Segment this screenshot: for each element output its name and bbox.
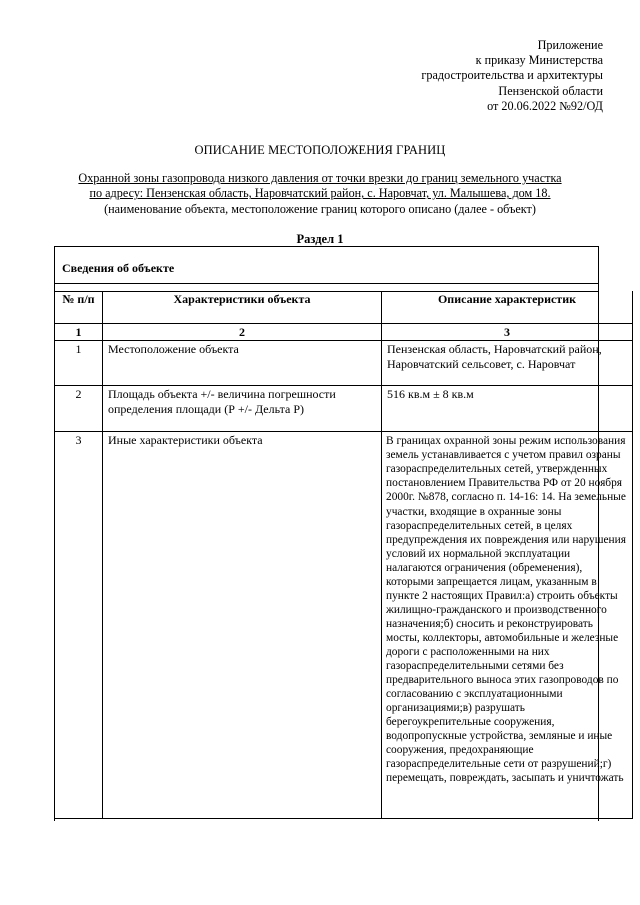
row-characteristic: Площадь объекта +/- величина погрешности определения площади (Р +/- Дельта Р) bbox=[103, 386, 382, 432]
table-row bbox=[55, 432, 633, 819]
table-row bbox=[55, 341, 633, 386]
row-number: 3 bbox=[55, 432, 103, 819]
row-characteristic: Местоположение объекта bbox=[103, 341, 382, 386]
object-info-table bbox=[54, 246, 626, 821]
column-number-cell: 1 bbox=[55, 324, 103, 341]
header-cell-characteristic: Характеристики объекта bbox=[103, 291, 382, 324]
object-description-note: (наименование объекта, местоположение границ которого описано (далее - объект) bbox=[104, 201, 536, 216]
section-title: Раздел 1 bbox=[296, 232, 344, 246]
column-number-row bbox=[55, 324, 633, 341]
object-description bbox=[40, 171, 600, 217]
appendix-line: Пензенской области bbox=[498, 83, 603, 98]
row-number: 2 bbox=[55, 386, 103, 432]
row-number: 1 bbox=[55, 341, 103, 386]
header-cell-description: Описание характеристик bbox=[382, 291, 633, 324]
row-description: Пензенская область, Наровчатский район, Наровчатский сельсовет, с. Наровчат bbox=[382, 341, 633, 386]
object-description-line: Охранной зоны газопровода низкого давления от точки врезки до границ земельного участка bbox=[78, 171, 562, 185]
table-caption: Сведения об объекте bbox=[62, 261, 175, 275]
appendix-line: Приложение bbox=[537, 38, 603, 52]
header-cell-num: № п/п bbox=[55, 291, 103, 324]
header-row bbox=[55, 291, 633, 324]
appendix-line: градостроительства и архитектуры bbox=[421, 68, 603, 83]
row-description: 516 кв.м ± 8 кв.м bbox=[382, 386, 633, 432]
table-row bbox=[55, 386, 633, 432]
object-description-line: по адресу: Пензенская область, Наровчатский район, с. Наровчат, ул. Малышева, дом 18. bbox=[89, 186, 551, 201]
characteristics-table bbox=[54, 291, 633, 819]
appendix-line: к приказу Министерства bbox=[475, 53, 603, 68]
appendix-line: от 20.06.2022 №92/ОД bbox=[487, 98, 603, 113]
column-number-cell: 3 bbox=[382, 324, 633, 341]
row-characteristic: Иные характеристики объекта bbox=[103, 432, 382, 819]
document-title: ОПИСАНИЕ МЕСТОПОЛОЖЕНИЯ ГРАНИЦ bbox=[194, 143, 446, 157]
row-description: В границах охранной зоны режим использования земель устанавливается с учетом правил озраны газораспределительных сетей, утвержденных постановлением Правительства РФ от 20 ноября 2000г. №878, согласно п. 14-16: 14. На земельные участки, входящие в охранные зоны газораспределительных сетей, в целях предупреждения их повреждения или нарушения условий их нормальной эксплуатации налагаются ограничения (обременения), которыми запрещается лицам, указанным в пункте 2 настоящих Правил:а) строить объекты жилищно-гражданского и производственного назначения;б) сносить и реконструировать мосты, коллекторы, автомобильные и железные дороги с расположенными на них газораспределительными сетями без предварительного выноса этих газопроводов по согласованию с эксплуатационными организациями;в) разрушать берегоукрепительные сооружения, водопропускные устройства, земляные и иные сооружения, предохраняющие газораспределительные сети от разрушений;г) перемещать, повреждать, засыпать и уничтожать bbox=[382, 432, 633, 819]
table-caption-cell bbox=[55, 247, 598, 284]
appendix-block bbox=[303, 38, 603, 114]
column-number-cell: 2 bbox=[103, 324, 382, 341]
